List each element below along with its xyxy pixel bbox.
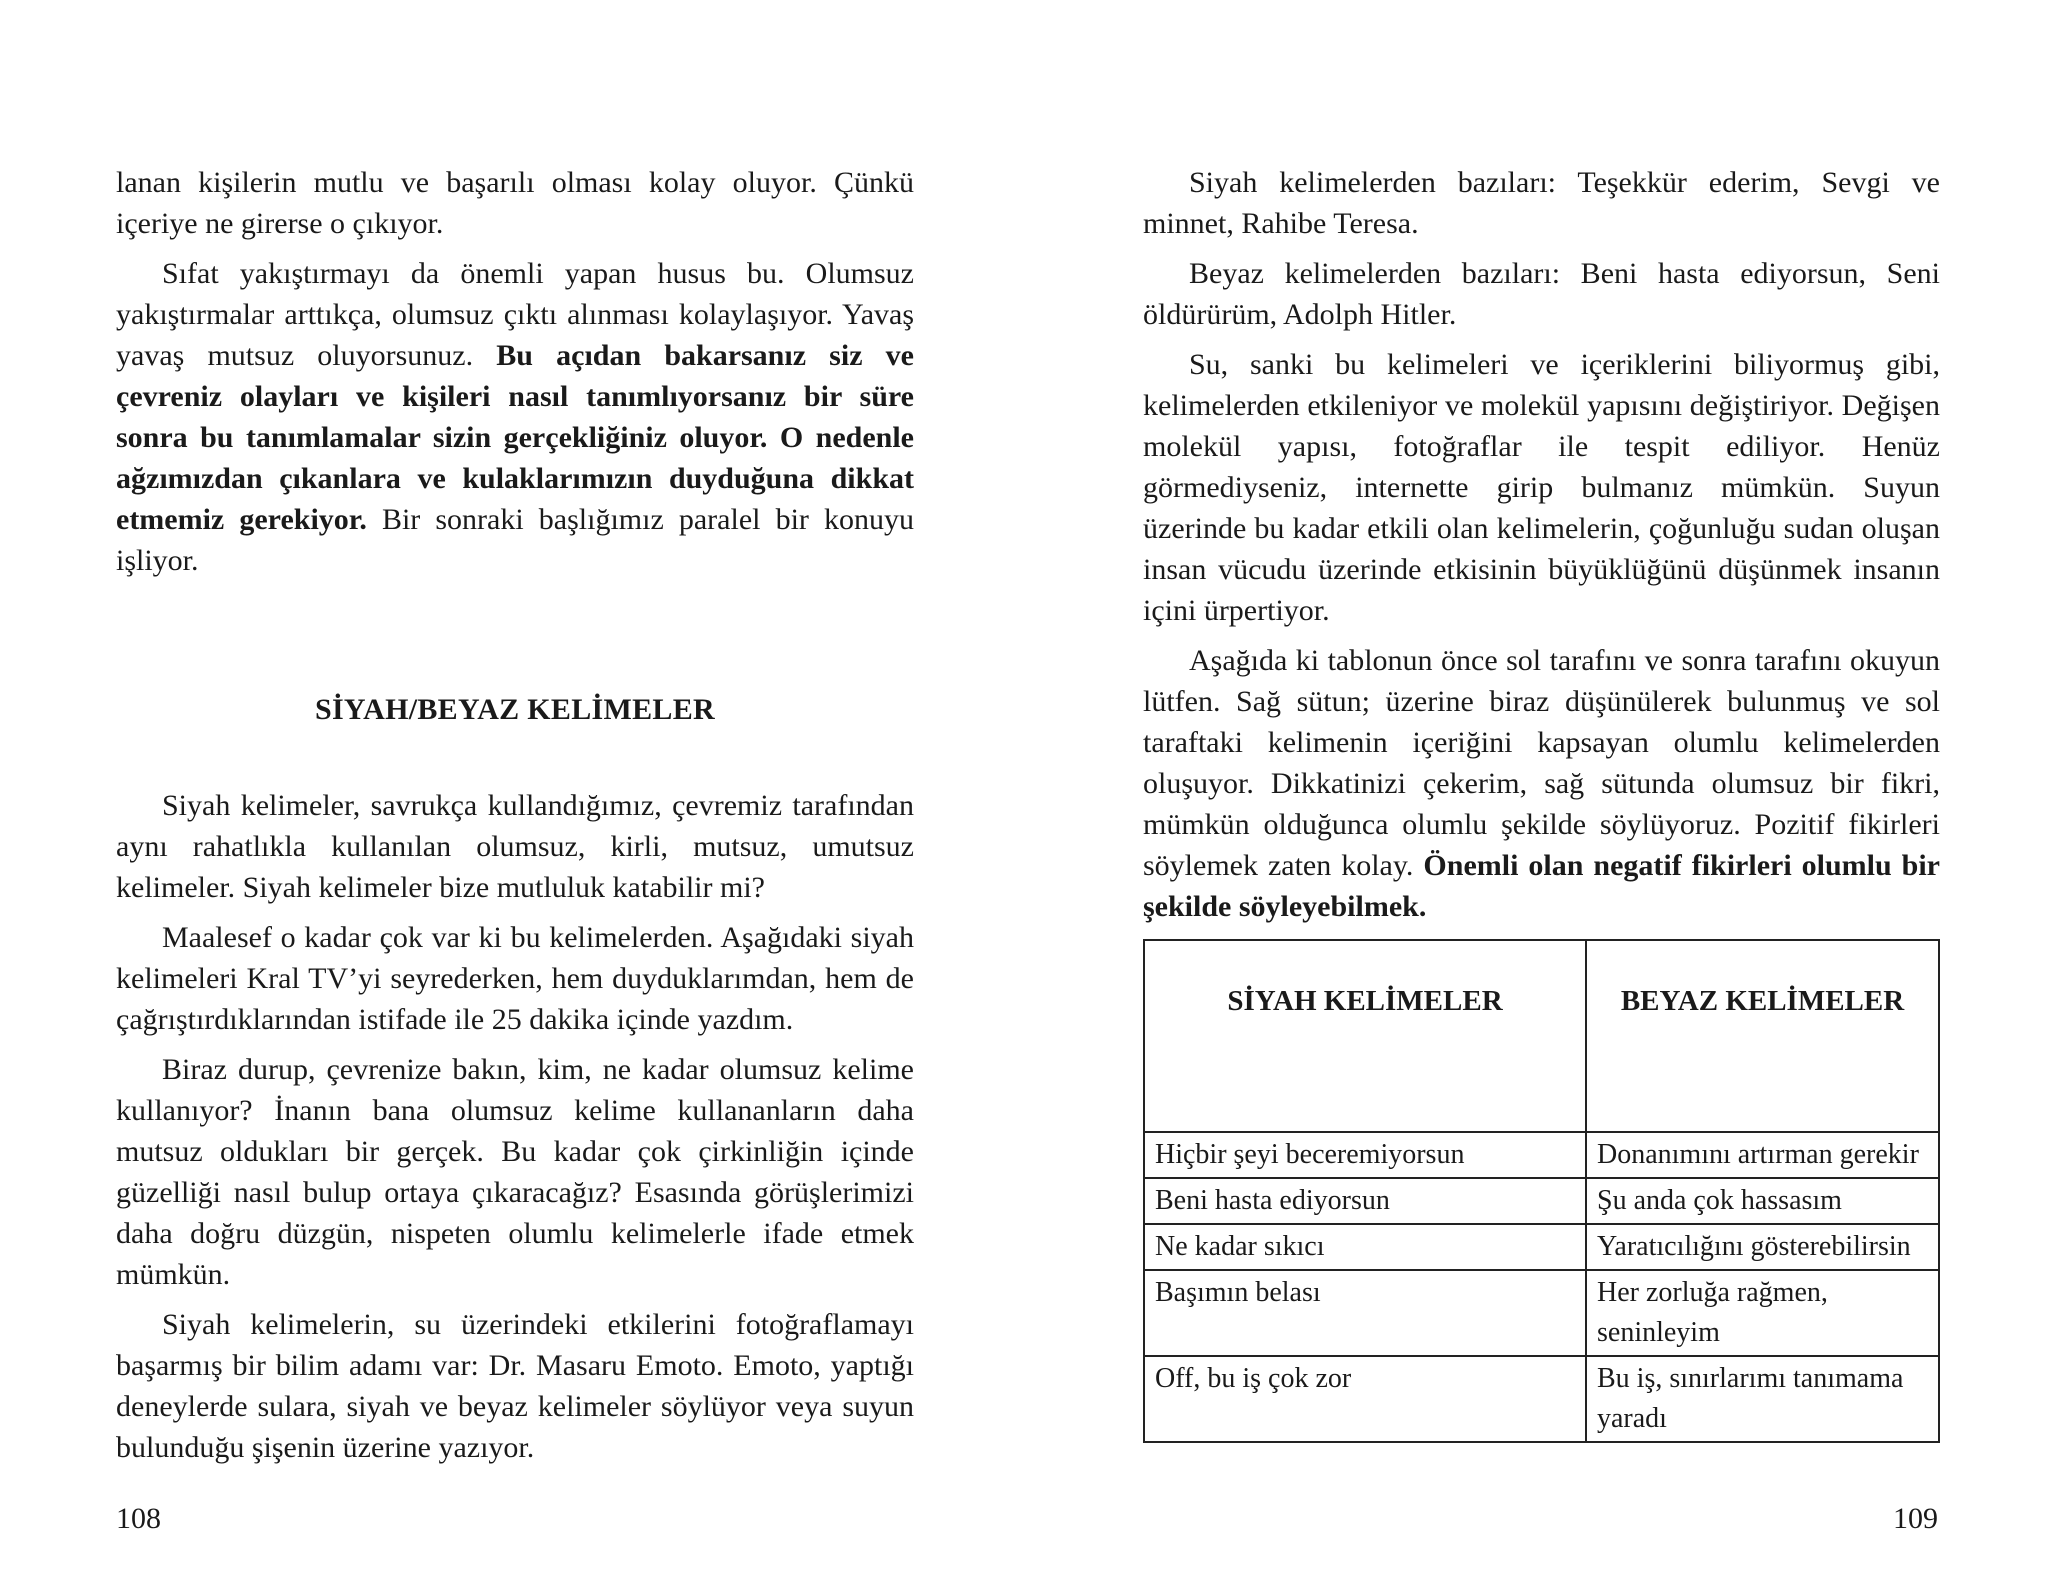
left-page xyxy=(116,162,914,1477)
right-page xyxy=(1143,162,1940,1443)
table-cell: Off, bu iş çok zor xyxy=(1144,1356,1586,1442)
page-number: 108 xyxy=(116,1502,161,1535)
table-cell: Beni hasta ediyorsun xyxy=(1144,1178,1586,1224)
table-cell: Başımın belası xyxy=(1144,1270,1586,1356)
paragraph-text: Aşağıda ki tablonun önce sol tarafını ve sonra tarafını okuyun lütfen. Sağ sütun; üzerine biraz düşünülerek bulunmuş ve sol taraftaki kelimenin içeriğini kapsayan olumlu kelimelerden oluşuyor. Dikkatinizi çekerim, sağ sütunda olumsuz bir fikri, mümkün olduğunca olumlu şekilde söylüyoruz. Pozitif fikirleri söylemek zaten kolay. xyxy=(1143,644,1940,882)
paragraph: Maalesef o kadar çok var ki bu kelimelerden. Aşağıdaki siyah kelimeleri Kral TV’yi seyrederken, hem duyduklarımdan, hem de çağrıştırdıklarından istifade ile 25 dakika içinde yazdım. xyxy=(116,921,914,1036)
table-header-black-words: SİYAH KELİMELER xyxy=(1144,940,1586,1132)
table-cell: Her zorluğa rağmen, seninleyim xyxy=(1586,1270,1939,1356)
page-number: 109 xyxy=(1893,1502,1938,1535)
paragraph: Siyah kelimelerden bazıları: Teşekkür ederim, Sevgi ve minnet, Rahibe Teresa. xyxy=(1143,166,1940,240)
paragraph: Siyah kelimelerin, su üzerindeki etkilerini fotoğraflamayı başarmış bir bilim adamı var: Dr. Masaru Emoto. Emoto, yaptığı deneylerde sulara, siyah ve beyaz kelimeler söylüyor veya suyun bulunduğu şişenin üzerine yazıyor. xyxy=(116,1308,914,1464)
table-row xyxy=(1144,1178,1939,1224)
table-row xyxy=(1144,1356,1939,1442)
paragraph: lanan kişilerin mutlu ve başarılı olması kolay oluyor. Çünkü içeriye ne girerse o çıkıyor. xyxy=(116,166,914,240)
table-header-row xyxy=(1144,940,1939,1132)
table-header-white-words: BEYAZ KELİMELER xyxy=(1586,940,1939,1132)
words-table xyxy=(1143,939,1940,1443)
table-cell: Ne kadar sıkıcı xyxy=(1144,1224,1586,1270)
paragraph xyxy=(116,253,914,581)
bold-text: Bu açıdan bakarsanız siz ve çevreniz olayları ve kişileri nasıl tanımlıyorsanız bir süre sonra bu tanımlamalar sizin gerçekliğiniz oluyor. O nedenle ağzımızdan çıkanlara ve kulaklarımızın duyduğuna dikkat etmemiz gerekiyor. xyxy=(116,339,914,536)
table-cell: Hiçbir şeyi beceremiyorsun xyxy=(1144,1132,1586,1178)
section-heading: SİYAH/BEYAZ KELİMELER xyxy=(314,693,716,726)
table-cell: Donanımını artırman gerekir xyxy=(1586,1132,1939,1178)
paragraph-text: Bir sonraki başlığımız paralel bir konuyu işliyor. xyxy=(116,503,914,577)
paragraph: Biraz durup, çevrenize bakın, kim, ne kadar olumsuz kelime kullanıyor? İnanın bana olumsuz kelime kullananların daha mutsuz oldukları bir gerçek. Bu kadar çok çirkinliğin içinde güzelliği nasıl bulup ortaya çıkaracağız? Esasında görüşlerimizi daha doğru düzgün, nispeten olumlu kelimelerle ifade etmek mümkün. xyxy=(116,1053,914,1291)
table-row xyxy=(1144,1132,1939,1178)
paragraph: Siyah kelimeler, savrukça kullandığımız, çevremiz tarafından aynı rahatlıkla kullanılan olumsuz, kirli, mutsuz, umutsuz kelimeler. Siyah kelimeler bize mutluluk katabilir mi? xyxy=(116,789,914,904)
bold-text: Önemli olan negatif fikirleri olumlu bir şekilde söyleyebilmek. xyxy=(1143,849,1940,923)
table-cell: Bu iş, sınırlarımı tanımama yaradı xyxy=(1586,1356,1939,1442)
table-cell: Yaratıcılığını gösterebilirsin xyxy=(1586,1224,1939,1270)
paragraph-text: Sıfat yakıştırmayı da önemli yapan husus bu. Olumsuz yakıştırmalar arttıkça, olumsuz çıktı alınması kolaylaşıyor. Yavaş yavaş mutsuz oluyorsunuz. xyxy=(116,257,914,372)
table-row xyxy=(1144,1270,1939,1356)
table-row xyxy=(1144,1224,1939,1270)
paragraph: Su, sanki bu kelimeleri ve içeriklerini biliyormuş gibi, kelimelerden etkileniyor ve molekül yapısını değiştiriyor. Değişen molekül yapısı, fotoğraflar ile tespit ediliyor. Henüz görmediyseniz, internette girip bulmanız mümkün. Suyun üzerinde bu kadar etkili olan kelimelerin, çoğunluğu sudan oluşan insan vücudu üzerinde etkisinin büyüklüğünü düşünmek insanın içini ürpertiyor. xyxy=(1143,348,1940,627)
paragraph xyxy=(1143,640,1940,927)
table-cell: Şu anda çok hassasım xyxy=(1586,1178,1939,1224)
paragraph: Beyaz kelimelerden bazıları: Beni hasta ediyorsun, Seni öldürürüm, Adolph Hitler. xyxy=(1143,257,1940,331)
